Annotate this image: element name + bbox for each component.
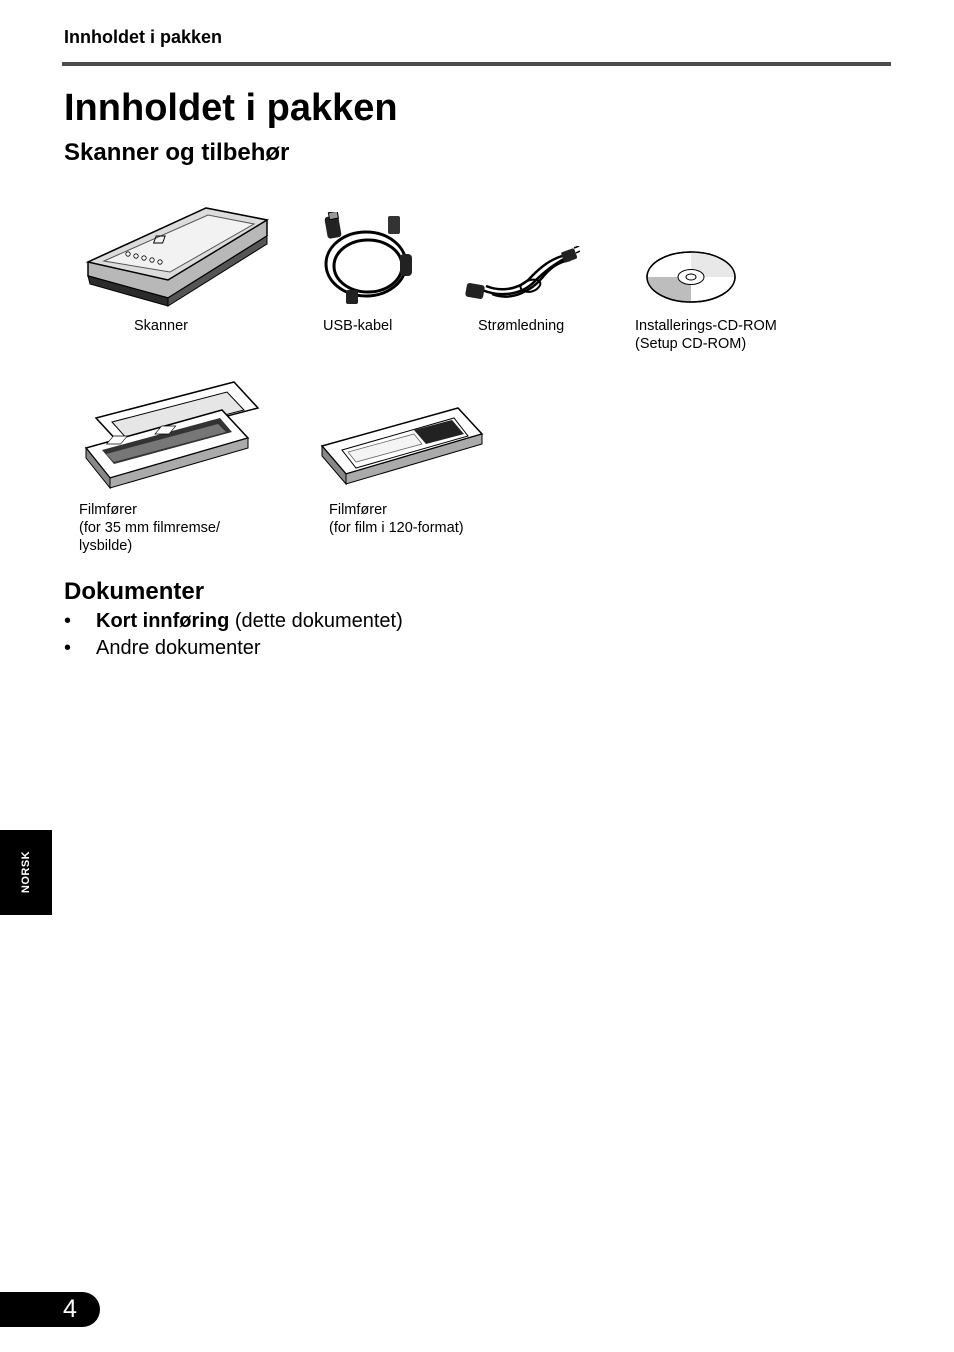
page-number: 4	[63, 1295, 77, 1323]
running-header: Innholdet i pakken	[64, 27, 223, 47]
page-number-tab	[0, 1292, 100, 1327]
caption-scanner: Skanner	[134, 318, 189, 334]
header-rule	[62, 62, 891, 66]
film-holder-35mm-illustration	[82, 378, 264, 496]
section-heading-documents: Dokumenter	[64, 578, 205, 605]
language-side-tab	[0, 830, 52, 915]
scanner-illustration	[82, 198, 272, 312]
film-holder-120-illustration	[318, 404, 486, 496]
page-title: Innholdet i pakken	[64, 87, 398, 129]
list-item-bold: Kort innføring	[96, 610, 230, 632]
cd-rom-illustration	[644, 250, 738, 304]
caption-usb-cable: USB-kabel	[323, 318, 393, 334]
list-item	[64, 635, 403, 662]
list-item-text: (dette dokumentet)	[229, 610, 403, 632]
power-cord-illustration	[462, 246, 580, 304]
section-heading-scanner: Skanner og tilbehør	[64, 139, 290, 166]
caption-film-holder-120: Filmfører (for film i 120-format)	[329, 502, 464, 536]
documents-list	[64, 608, 403, 662]
caption-film-holder-35mm: Filmfører (for 35 mm filmremse/ lysbilde)	[79, 502, 220, 554]
list-item-text: Andre dokumenter	[96, 637, 261, 659]
caption-cd-rom: Installerings-CD-ROM (Setup CD-ROM)	[635, 318, 777, 352]
caption-power-cord: Strømledning	[478, 318, 565, 334]
usb-cable-illustration	[318, 212, 418, 308]
language-label: NORSK	[20, 850, 32, 894]
list-item	[64, 608, 403, 635]
